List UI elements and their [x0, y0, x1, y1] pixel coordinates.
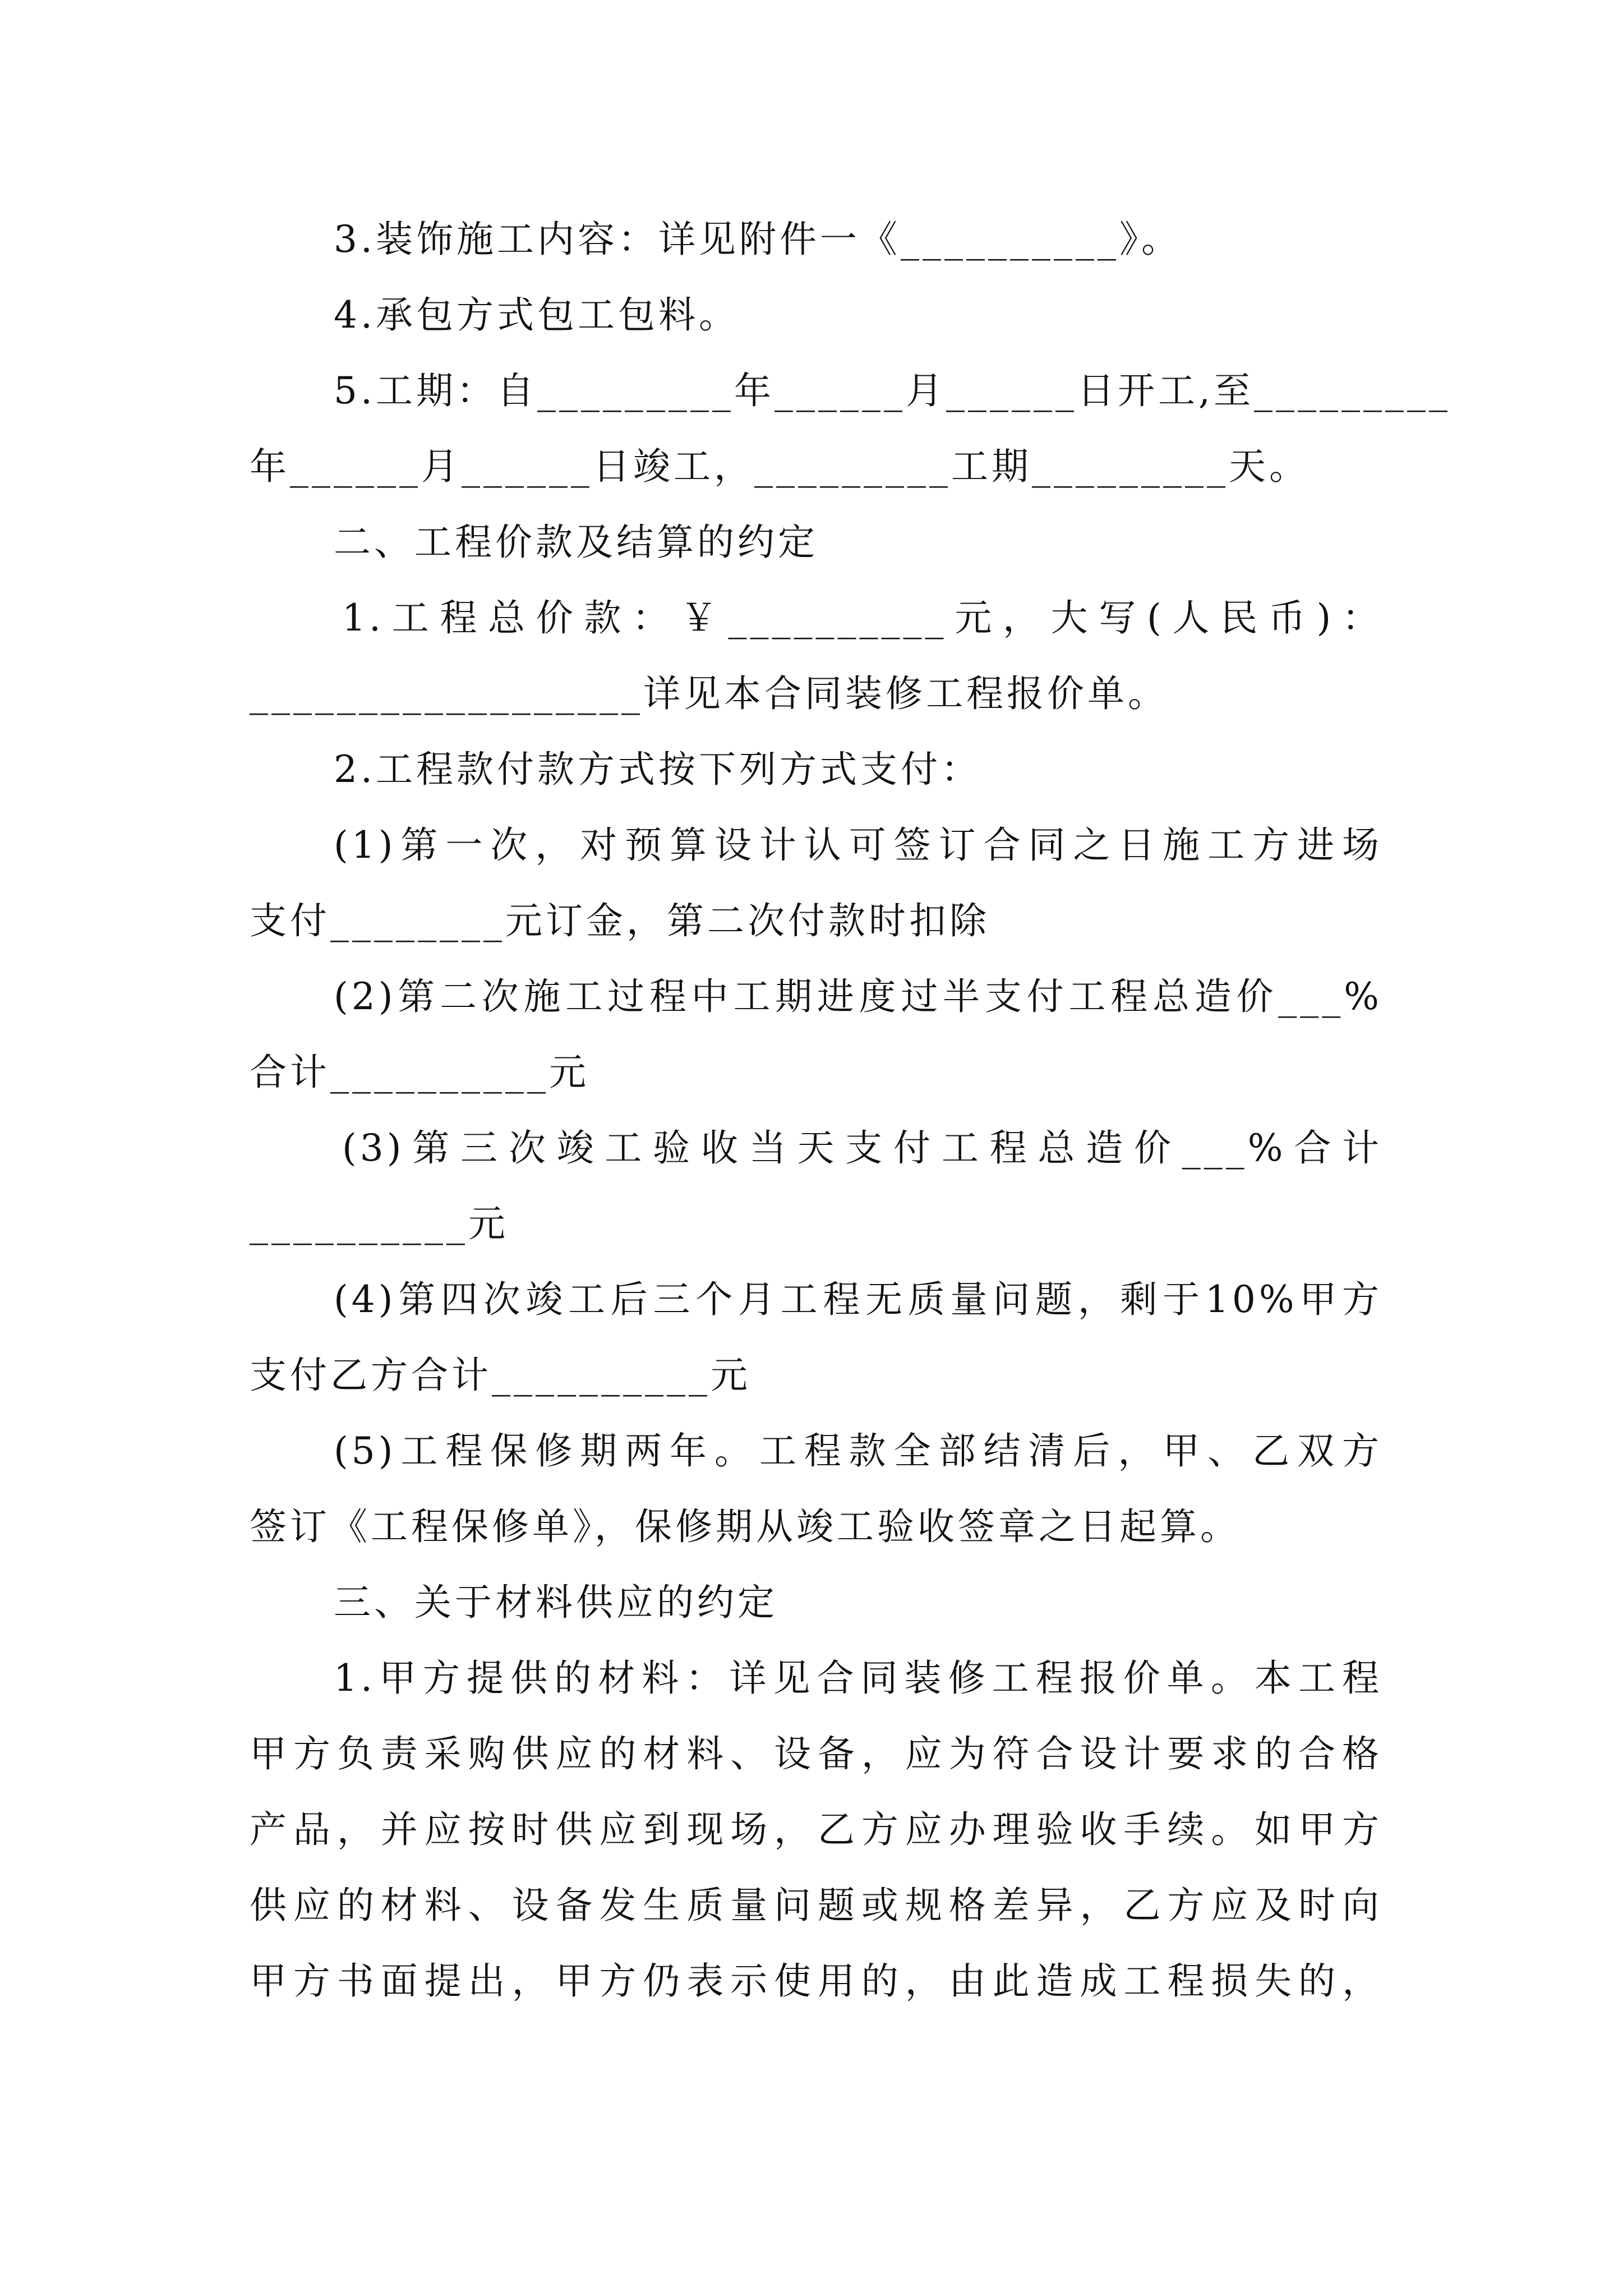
payment-method-intro: 2.工程款付款方式按下列方式支付： [334, 748, 981, 791]
clause-5-schedule-line-2: 年______月______日竣工，_________工期_________天。 [250, 445, 1310, 488]
payment-2-line-2: 合计__________元 [250, 1051, 589, 1094]
materials-line-2: 甲方负责采购供应的材料、设备，应为符合设计要求的合格 [250, 1732, 1382, 1775]
section-2-heading: 二、工程价款及结算的约定 [334, 521, 818, 564]
payment-total-line-1: 1.工程总价款：￥__________元，大写(人民币)： [342, 596, 1382, 639]
payment-4-line-1: (4)第四次竣工后三个月工程无质量问题，剩于10%甲方 [334, 1278, 1382, 1321]
payment-3-line-1: (3)第三次竣工验收当天支付工程总造价___%合计 [342, 1126, 1382, 1170]
payment-5-line-1: (5)工程保修期两年。工程款全部结清后，甲、乙双方 [334, 1429, 1382, 1473]
clause-3-decoration-content: 3.装饰施工内容：详见附件一《__________》。 [334, 218, 1182, 261]
payment-total-line-2: __________________详见本合同装修工程报价单。 [250, 672, 1168, 715]
payment-5-line-2: 签订《工程保修单》，保修期从竣工验收签章之日起算。 [250, 1505, 1241, 1548]
section-3-heading: 三、关于材料供应的约定 [334, 1581, 778, 1624]
payment-2-line-1: (2)第二次施工过程中工期进度过半支付工程总造价___% [334, 975, 1382, 1018]
payment-4-line-2: 支付乙方合计__________元 [250, 1354, 751, 1397]
materials-line-5: 甲方书面提出，甲方仍表示使用的，由此造成工程损失的， [250, 1959, 1382, 2003]
payment-1-line-2: 支付________元订金，第二次付款时扣除 [250, 899, 990, 942]
payment-1-line-1: (1)第一次，对预算设计认可签订合同之日施工方进场 [334, 823, 1382, 867]
clause-5-schedule-line-1: 5.工期：自_________年______月______日开工,至_________ [334, 369, 1451, 412]
materials-line-3: 产品，并应按时供应到现场，乙方应办理验收手续。如甲方 [250, 1808, 1382, 1851]
materials-line-1: 1.甲方提供的材料：详见合同装修工程报价单。本工程 [334, 1657, 1382, 1700]
materials-line-4: 供应的材料、设备发生质量问题或规格差异，乙方应及时向 [250, 1884, 1382, 1927]
clause-4-contract-method: 4.承包方式包工包料。 [334, 293, 739, 337]
payment-3-line-2: __________元 [250, 1202, 509, 1245]
